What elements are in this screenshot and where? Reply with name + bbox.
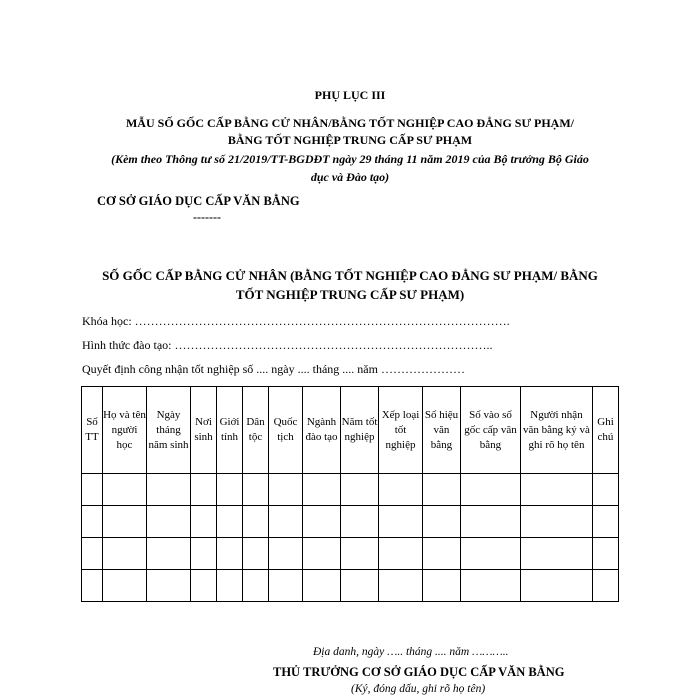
table-cell	[191, 474, 217, 506]
table-cell	[243, 538, 269, 570]
table-cell	[82, 570, 103, 602]
table-cell	[341, 474, 379, 506]
table-cell	[461, 474, 521, 506]
table-cell	[303, 474, 341, 506]
table-cell	[379, 538, 423, 570]
table-cell	[341, 506, 379, 538]
column-header: Năm tốt nghiệp	[341, 387, 379, 474]
table-cell	[461, 506, 521, 538]
table-row	[82, 506, 619, 538]
table-cell	[461, 570, 521, 602]
appendix-title: PHỤ LỤC III	[314, 88, 386, 102]
column-header: Nơi sinh	[191, 387, 217, 474]
table-cell	[269, 506, 303, 538]
table-cell	[521, 506, 593, 538]
table-cell	[593, 538, 619, 570]
table-cell	[217, 538, 243, 570]
table-cell	[243, 570, 269, 602]
table-cell	[303, 570, 341, 602]
register-table	[81, 386, 619, 602]
table-cell	[269, 474, 303, 506]
table-cell	[269, 570, 303, 602]
table-cell	[379, 474, 423, 506]
column-header: Số hiệu văn bằng	[423, 387, 461, 474]
table-cell	[461, 538, 521, 570]
table-cell	[269, 538, 303, 570]
table-cell	[423, 474, 461, 506]
place-date-line: Địa danh, ngày ….. tháng .... năm ………..	[313, 646, 509, 658]
table-cell	[243, 474, 269, 506]
table-cell	[303, 538, 341, 570]
column-header: Ngành đào tạo	[303, 387, 341, 474]
table-row	[82, 570, 619, 602]
table-header-row	[82, 387, 619, 474]
table-cell	[217, 506, 243, 538]
table-cell	[191, 570, 217, 602]
table-cell	[217, 474, 243, 506]
table-cell	[147, 538, 191, 570]
table-cell	[593, 474, 619, 506]
table-cell	[341, 570, 379, 602]
table-cell	[82, 474, 103, 506]
table-cell	[423, 506, 461, 538]
column-header: Người nhận văn bằng ký và ghi rõ họ tên	[521, 387, 593, 474]
table-cell	[147, 506, 191, 538]
column-header: Xếp loại tốt nghiệp	[379, 387, 423, 474]
book-title-line2: TỐT NGHIỆP TRUNG CẤP SƯ PHẠM)	[235, 287, 465, 302]
column-header: Họ và tên người học	[103, 387, 147, 474]
column-header: Ngày tháng năm sinh	[147, 387, 191, 474]
column-header: Dân tộc	[243, 387, 269, 474]
table-cell	[423, 570, 461, 602]
column-header: Quốc tịch	[269, 387, 303, 474]
table-cell	[303, 506, 341, 538]
signature-note: (Ký, đóng dấu, ghi rõ họ tên)	[351, 683, 486, 695]
table-cell	[379, 570, 423, 602]
table-cell	[82, 538, 103, 570]
table-cell	[103, 570, 147, 602]
table-cell	[243, 506, 269, 538]
table-cell	[521, 538, 593, 570]
form-title-line2: BẰNG TỐT NGHIỆP TRUNG CẤP SƯ PHẠM	[227, 133, 473, 147]
signatory-title: THỦ TRƯỞNG CƠ SỞ GIÁO DỤC CẤP VĂN BẰNG	[273, 665, 565, 679]
table-cell	[593, 570, 619, 602]
circular-reference-line2: dục và Đào tạo)	[310, 170, 390, 184]
column-header: Số TT	[82, 387, 103, 474]
table-cell	[191, 506, 217, 538]
course-field: Khóa học: ………………………………………………………………………………….	[82, 314, 510, 328]
book-title-line1: SỐ GỐC CẤP BẰNG CỬ NHÂN (BẰNG TỐT NGHIỆP CAO ĐẲNG SƯ PHẠM/ BẰNG	[102, 268, 598, 283]
table-cell	[103, 538, 147, 570]
column-header: Giới tính	[217, 387, 243, 474]
form-title-line1: MẪU SỐ GỐC CẤP BẰNG CỬ NHÂN/BẰNG TỐT NGHIỆP CAO ĐẲNG SƯ PHẠM/	[125, 116, 575, 130]
table-cell	[423, 538, 461, 570]
table-cell	[593, 506, 619, 538]
table-cell	[103, 474, 147, 506]
table-cell	[521, 570, 593, 602]
table-cell	[379, 506, 423, 538]
table-cell	[341, 538, 379, 570]
institution-divider: -------	[193, 210, 221, 224]
table-cell	[82, 506, 103, 538]
graduation-decision-field: Quyết định công nhận tốt nghiệp số .... ngày .... tháng .... năm …………………	[82, 362, 465, 376]
institution-label: CƠ SỞ GIÁO DỤC CẤP VĂN BẰNG	[97, 194, 300, 208]
column-header: Ghi chú	[593, 387, 619, 474]
circular-reference-line1: (Kèm theo Thông tư số 21/2019/TT-BGDĐT ngày 29 tháng 11 năm 2019 của Bộ trưởng Bộ Giáo	[111, 152, 589, 166]
table-row	[82, 474, 619, 506]
training-form-field: Hình thức đào tạo: ……………………………………………………………………..	[82, 338, 493, 352]
table-cell	[521, 474, 593, 506]
table-cell	[217, 570, 243, 602]
table-cell	[191, 538, 217, 570]
table-cell	[147, 474, 191, 506]
table-cell	[147, 570, 191, 602]
table-row	[82, 538, 619, 570]
table-cell	[103, 506, 147, 538]
column-header: Số vào số gốc cấp văn bằng	[461, 387, 521, 474]
